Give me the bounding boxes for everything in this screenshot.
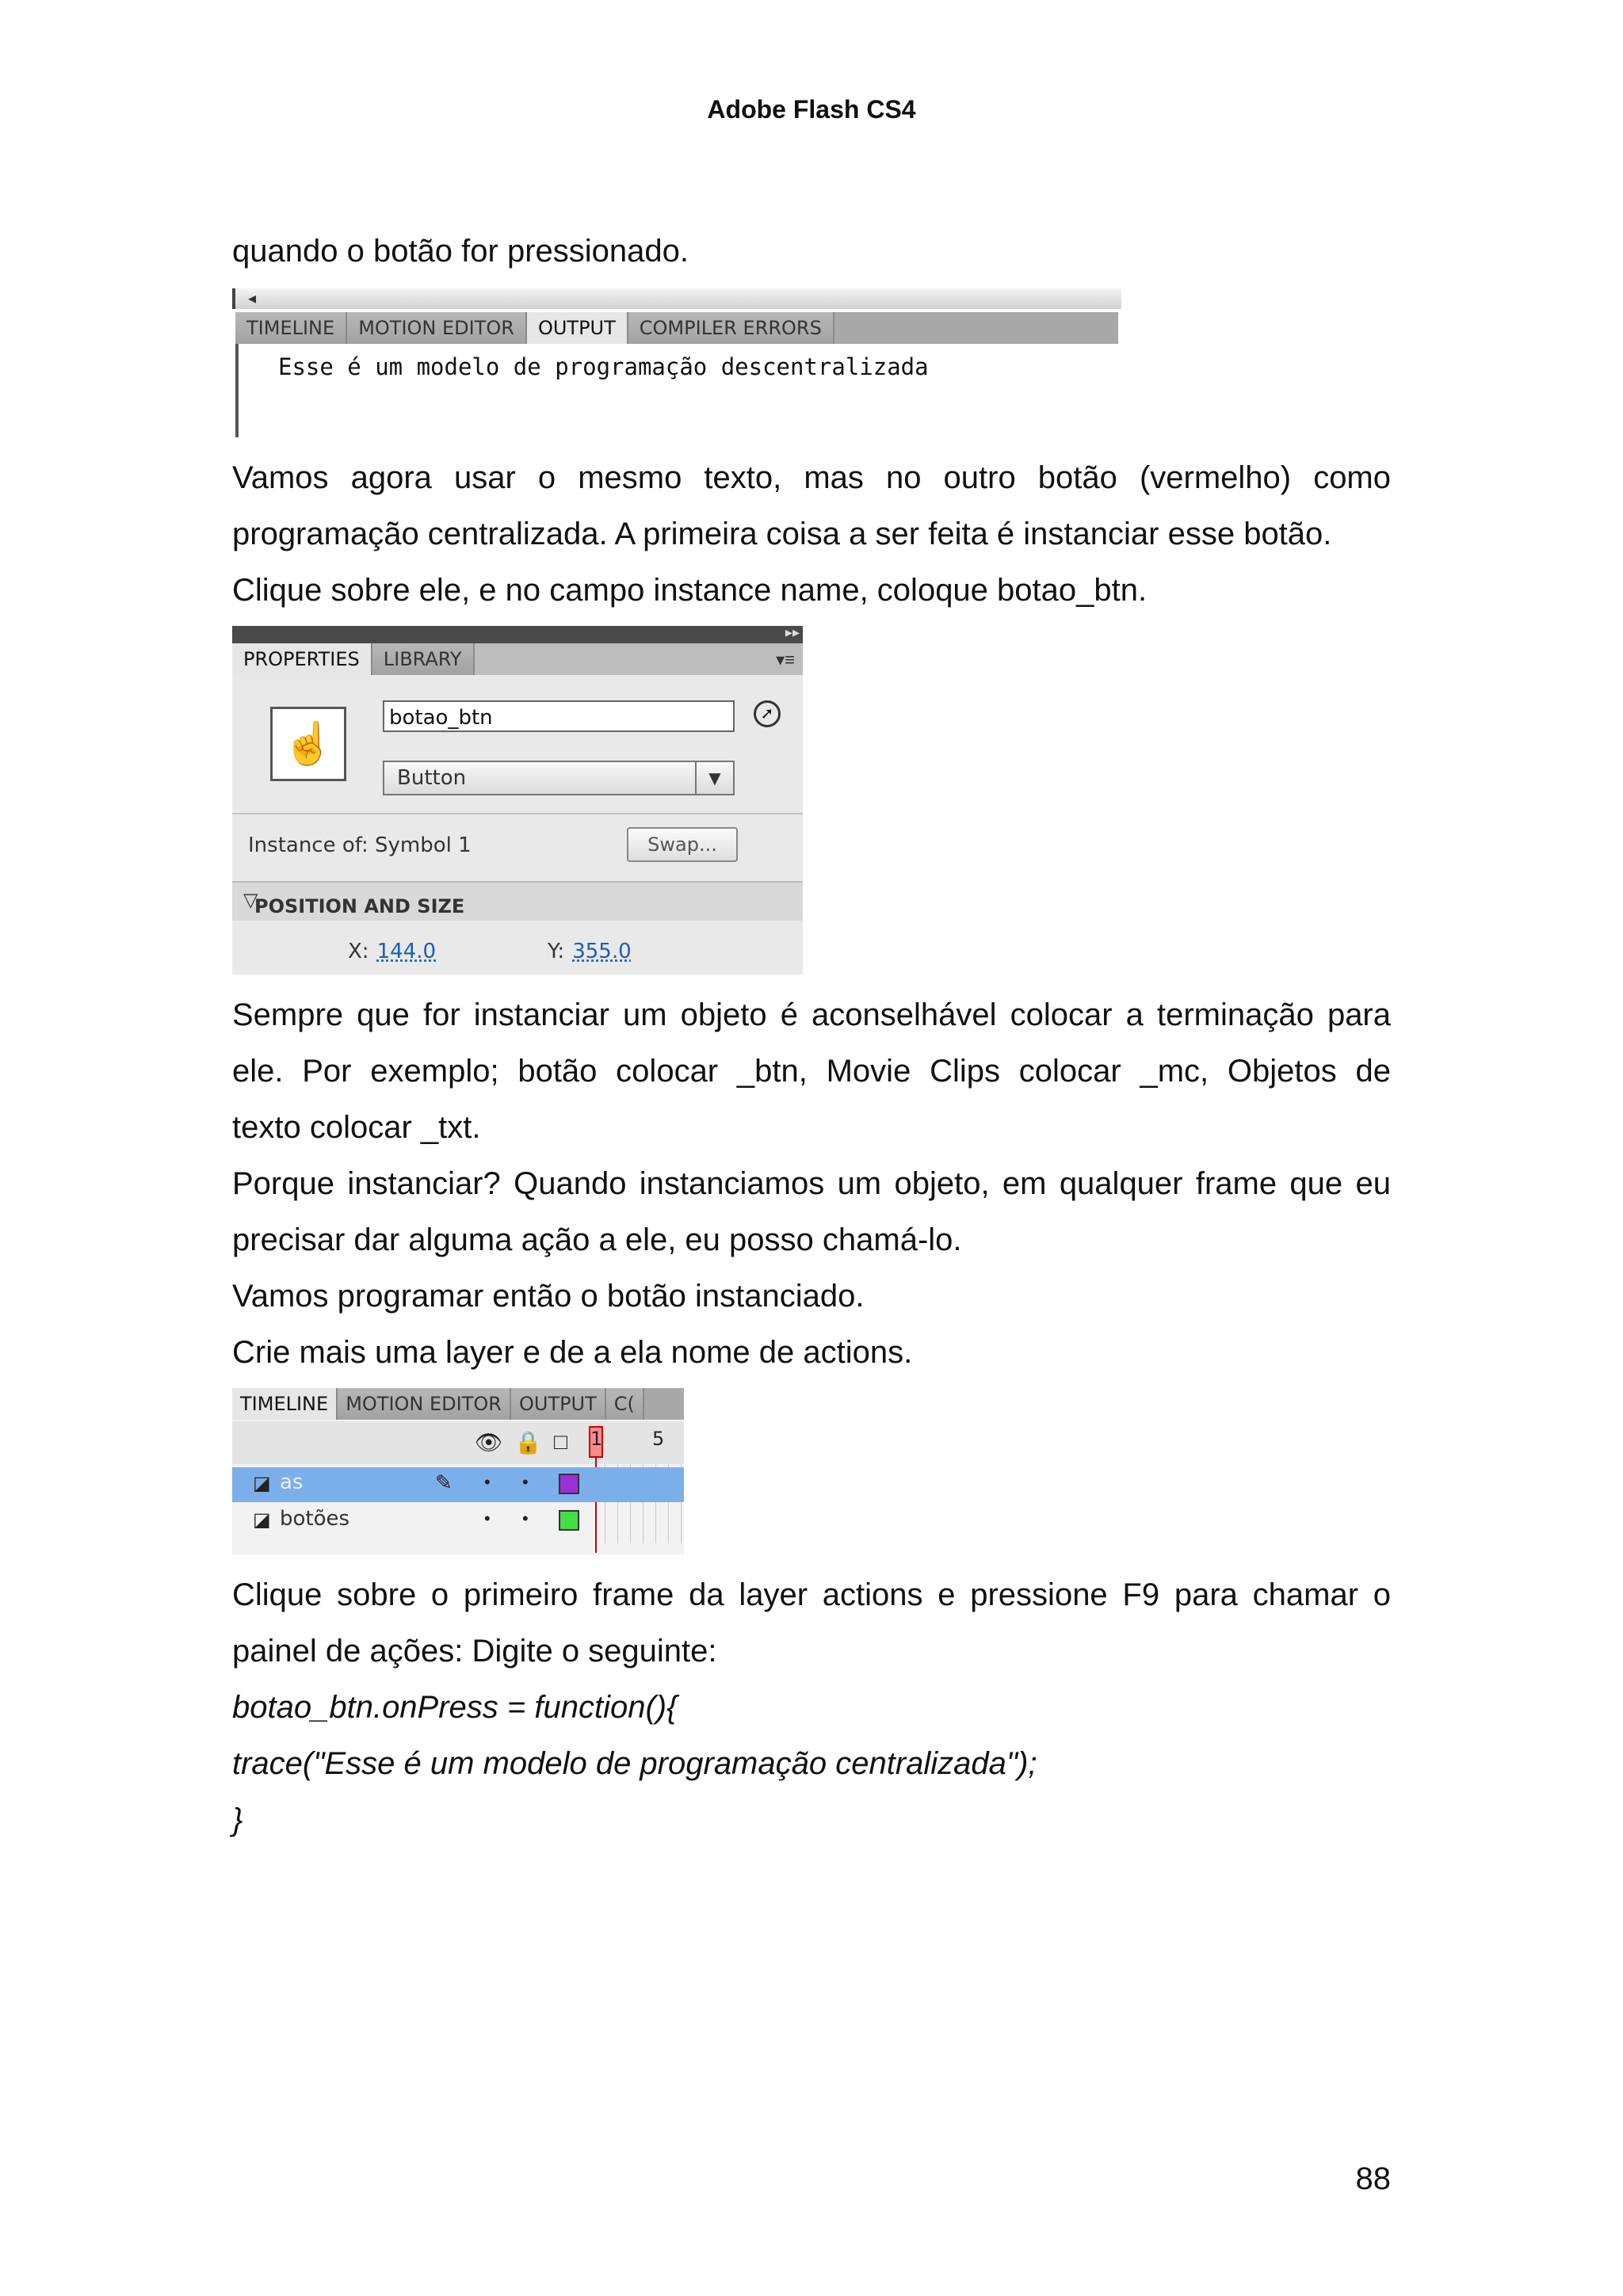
paragraph-5: [232, 1567, 1391, 1623]
panel-titlebar: [232, 626, 803, 643]
output-area: [235, 344, 1121, 437]
panel-menu-icon[interactable]: ▾≡: [776, 650, 795, 669]
tab-motion-editor[interactable]: MOTION EDITOR: [338, 1388, 511, 1420]
layer-color-swatch[interactable]: [559, 1474, 579, 1494]
scroll-left-icon[interactable]: ◂: [248, 290, 257, 307]
swap-button[interactable]: Swap...: [627, 827, 738, 862]
text-line: Vamos agora usar o mesmo texto, mas no outro botão (vermelho) como: [232, 460, 1391, 495]
timeline-panel-screenshot: [232, 1388, 684, 1554]
y-coordinate: [548, 940, 632, 963]
paragraph-3-cont: [232, 1100, 1391, 1156]
output-text: Esse é um modelo de programação descentralizada: [278, 353, 929, 380]
tab-timeline[interactable]: TIMELINE: [232, 1388, 338, 1420]
text-line: Porque instanciar? Quando instanciamos um objeto, em qualquer frame que eu: [232, 1166, 1391, 1201]
output-panel-tabs: [235, 312, 1118, 344]
frame-number: 5: [652, 1428, 665, 1450]
paragraph-2: [232, 450, 1391, 506]
text-line: texto colocar _txt.: [232, 1110, 481, 1145]
instance-name-input[interactable]: botao_btn: [383, 700, 735, 732]
running-header: Adobe Flash CS4: [707, 95, 916, 124]
tab-truncated[interactable]: C(: [606, 1388, 644, 1420]
page-number: 88: [1355, 2161, 1391, 2196]
timeline-header: [232, 1421, 684, 1464]
code-line: trace("Esse é um modelo de programação centralizada");: [232, 1746, 1037, 1781]
lock-icon[interactable]: 🔒: [514, 1430, 542, 1455]
layer-row[interactable]: [232, 1504, 684, 1539]
eye-icon[interactable]: 👁: [475, 1430, 503, 1455]
instance-of-label: Instance of:: [248, 833, 369, 857]
layer-name[interactable]: as: [280, 1470, 304, 1494]
x-label: X:: [348, 940, 369, 963]
tab-properties[interactable]: PROPERTIES: [232, 643, 372, 675]
lock-dot[interactable]: •: [522, 1472, 529, 1492]
tab-output[interactable]: OUTPUT: [527, 312, 628, 344]
layer-icon: ◪: [253, 1509, 271, 1531]
tab-compiler-errors[interactable]: COMPILER ERRORS: [628, 312, 834, 344]
properties-tabs: [232, 643, 803, 675]
layer-row[interactable]: [232, 1467, 684, 1502]
layer-color-swatch[interactable]: [559, 1510, 579, 1531]
divider: [232, 813, 803, 814]
visibility-dot[interactable]: •: [484, 1472, 491, 1492]
paragraph-3: [232, 987, 1391, 1100]
text-line: ele. Por exemplo; botão colocar _btn, Movie Clips colocar _mc, Objetos de: [232, 1054, 1391, 1089]
tab-library[interactable]: LIBRARY: [372, 643, 475, 675]
y-value[interactable]: 355.0: [572, 940, 632, 963]
position-size-section[interactable]: [232, 881, 803, 921]
tab-motion-editor[interactable]: MOTION EDITOR: [347, 312, 527, 344]
collapse-icon[interactable]: ▸▸: [785, 624, 800, 640]
paragraph-5-cont: [232, 1623, 1391, 1848]
instance-of-value: Symbol 1: [375, 833, 472, 857]
paragraph-4: [232, 1156, 1391, 1212]
output-panel-screenshot: [232, 288, 1118, 437]
instance-of-row: [248, 833, 472, 857]
lock-dot[interactable]: •: [522, 1508, 529, 1528]
section-title: ▽ POSITION AND SIZE: [243, 889, 465, 917]
x-value[interactable]: 144.0: [376, 940, 437, 963]
button-symbol-icon: ☝: [270, 707, 346, 781]
layer-icon: ◪: [253, 1473, 271, 1494]
paragraph-intro: [232, 223, 1391, 280]
text-line: quando o botão for pressionado.: [232, 234, 689, 269]
y-label: Y:: [548, 940, 565, 963]
code-line: botao_btn.onPress = function(){: [232, 1690, 678, 1725]
scrollbar[interactable]: [232, 288, 1121, 309]
text-line: Crie mais uma layer e de a ela nome de actions.: [232, 1335, 913, 1370]
symbol-type-value: Button: [397, 766, 467, 790]
outline-icon[interactable]: □: [554, 1429, 567, 1454]
text-line: Sempre que for instanciar um objeto é aconselhável colocar a terminação para: [232, 997, 1391, 1032]
tab-timeline[interactable]: TIMELINE: [235, 312, 347, 344]
text-line: programação centralizada. A primeira coisa a ser feita é instanciar esse botão.: [232, 517, 1332, 551]
properties-panel-screenshot: [232, 626, 803, 974]
timeline-tabs: [232, 1388, 684, 1420]
chevron-down-icon[interactable]: ▼: [695, 762, 733, 794]
text-line: precisar dar alguma ação a ele, eu posso chamá-lo.: [232, 1222, 962, 1257]
x-coordinate: [348, 940, 436, 963]
tab-output[interactable]: OUTPUT: [511, 1388, 606, 1420]
paragraph-2-cont: [232, 506, 1391, 619]
text-line: painel de ações: Digite o seguinte:: [232, 1634, 717, 1669]
paragraph-4-cont: [232, 1212, 1391, 1381]
symbol-type-select[interactable]: [383, 761, 735, 795]
pencil-icon: ✎: [435, 1470, 453, 1494]
text-line: Clique sobre o primeiro frame da layer actions e pressione F9 para chamar o: [232, 1577, 1391, 1612]
visibility-dot[interactable]: •: [484, 1508, 491, 1528]
frame-number: 1: [590, 1428, 603, 1450]
edit-symbol-icon[interactable]: ➚: [754, 700, 781, 727]
code-line: }: [232, 1802, 243, 1837]
layer-name[interactable]: botões: [280, 1507, 350, 1531]
text-line: Clique sobre ele, e no campo instance name, coloque botao_btn.: [232, 573, 1148, 608]
text-line: Vamos programar então o botão instanciado.: [232, 1279, 865, 1314]
